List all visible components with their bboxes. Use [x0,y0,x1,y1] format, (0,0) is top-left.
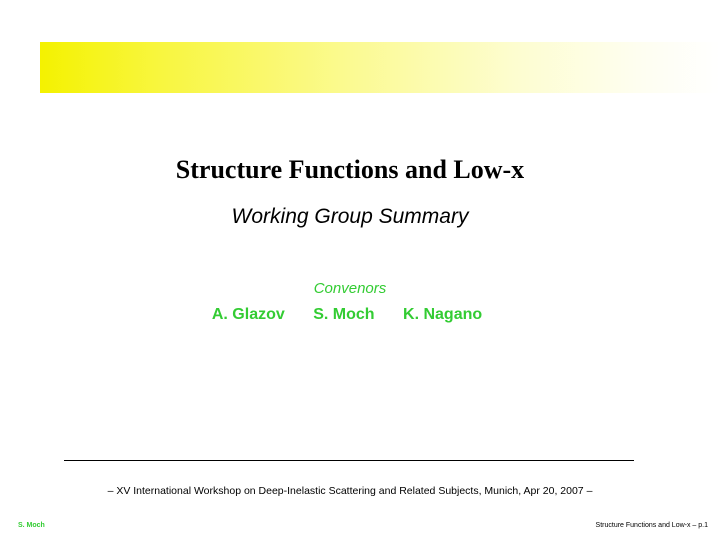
divider [64,460,634,461]
footer-page: Structure Functions and Low-x – p.1 [595,522,708,529]
convenor-name: A. Glazov [211,306,285,323]
convenor-name: K. Nagano [403,306,483,323]
slide-title: Structure Functions and Low-x [175,155,525,184]
convenor-name: S. Moch [313,306,375,323]
workshop-line: – XV International Workshop on Deep-Inelastic Scattering and Related Subjects, Munich, Apr 20, 2007 – [107,485,593,497]
convenors-label: Convenors [313,280,387,297]
slide-subtitle: Working Group Summary [231,205,469,228]
convenor-names [0,306,694,324]
footer-author: S. Moch [18,522,45,529]
header-banner [40,42,720,93]
